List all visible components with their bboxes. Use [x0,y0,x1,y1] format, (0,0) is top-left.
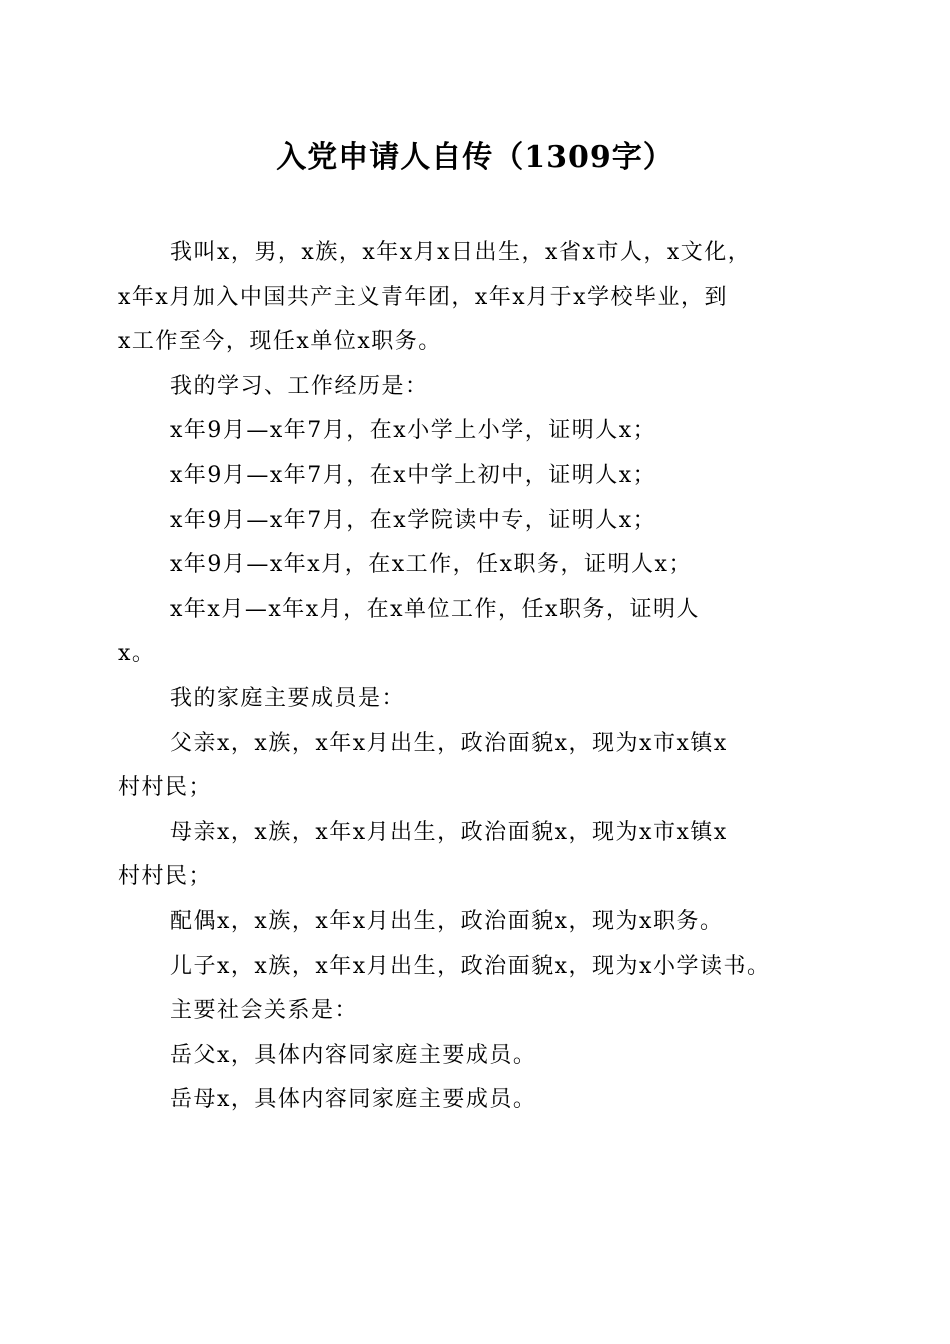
text-line: x工作至今，现任x单位x职务。 [118,329,442,355]
paragraph-history-item [118,409,838,454]
text-line: 母亲x，x族，x年x月出生，政治面貌x，现为x市x镇x [170,819,728,845]
paragraph-history-item [118,543,838,588]
paragraph-social-relation [118,1034,838,1079]
paragraph-family-member [118,722,838,811]
paragraph-family-heading [118,677,838,722]
text-line: x年9月—x年7月，在x学院读中专，证明人x； [170,507,657,533]
text-line: x年x月加入中国共产主义青年团，x年x月于x学校毕业，到 [118,284,729,310]
text-line: x。 [118,641,156,667]
document-body [118,231,838,1123]
document-title: 入党申请人自传（1309字） [276,140,674,175]
paragraph-history-item [118,588,838,677]
paragraph-history-item [118,499,838,544]
paragraph-history-item [118,454,838,499]
paragraph-family-member [118,945,838,990]
text-line: 岳母x，具体内容同家庭主要成员。 [170,1087,537,1113]
paragraph-social-relation [118,1078,838,1123]
text-line: 儿子x，x族，x年x月出生，政治面貌x，现为x小学读书。 [170,953,771,979]
text-line: 我的家庭主要成员是： [170,685,406,711]
text-line: 配偶x，x族，x年x月出生，政治面貌x，现为x职务。 [170,908,724,934]
text-line: 村村民； [118,775,213,801]
paragraph-self-intro [118,231,838,365]
paragraph-family-member [118,900,838,945]
text-line: 村村民； [118,864,213,890]
text-line: x年9月—x年7月，在x中学上初中，证明人x； [170,462,657,488]
text-line: 岳父x，具体内容同家庭主要成员。 [170,1042,537,1068]
text-line: 主要社会关系是： [170,998,359,1024]
text-line: x年x月—x年x月，在x单位工作，任x职务，证明人 [170,596,700,622]
paragraph-family-member [118,811,838,900]
text-line: 我叫x，男，x族，x年x月x日出生，x省x市人，x文化， [170,240,752,265]
text-line: 我的学习、工作经历是： [170,373,429,399]
paragraph-social-heading [118,989,838,1034]
text-line: x年9月—x年7月，在x小学上小学，证明人x； [170,418,657,444]
text-line: x年9月—x年x月，在x工作，任x职务，证明人x； [170,552,692,578]
paragraph-study-work-heading [118,365,838,410]
text-line: 父亲x，x族，x年x月出生，政治面貌x，现为x市x镇x [170,730,728,756]
